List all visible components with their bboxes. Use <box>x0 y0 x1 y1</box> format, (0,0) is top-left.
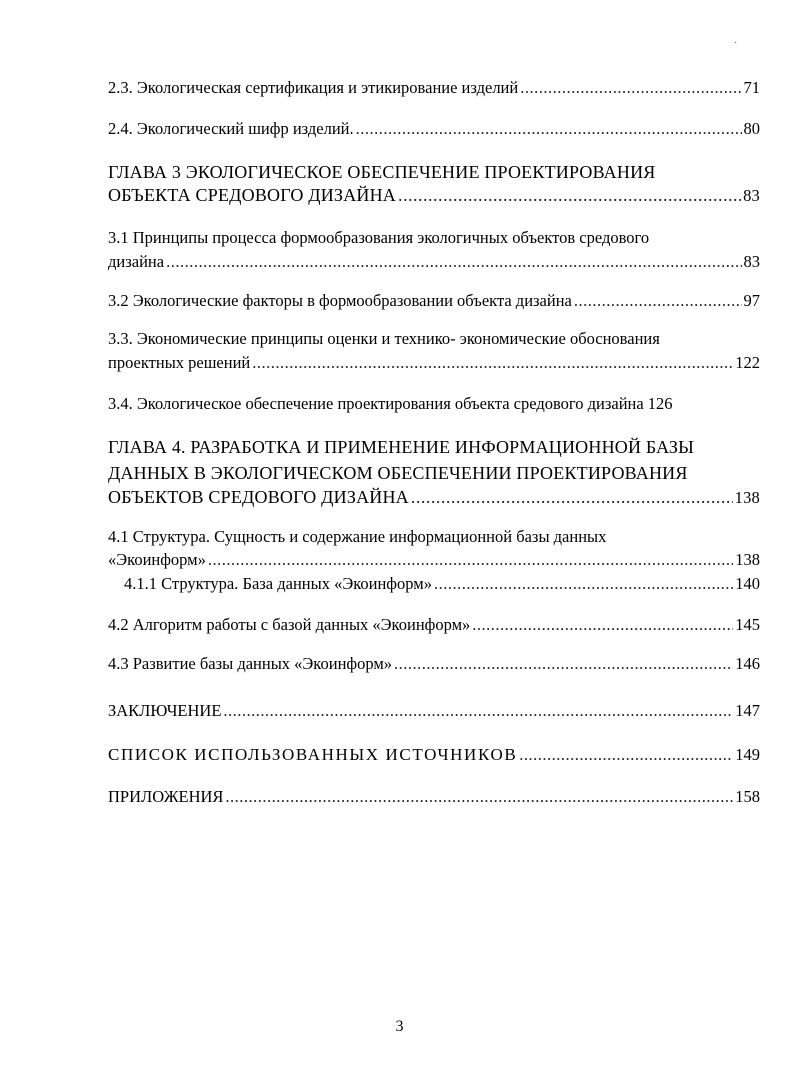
chapter-4-title-line2: ДАННЫХ В ЭКОЛОГИЧЕСКОМ ОБЕСПЕЧЕНИИ ПРОЕКТИРОВАНИЯ <box>108 463 688 483</box>
dot-leader <box>398 184 741 206</box>
dot-leader <box>394 653 733 675</box>
toc-entry-title: 2.3. Экологическая сертификация и этикирование изделий <box>108 78 519 97</box>
toc-entry-title: ОБЪЕКТА СРЕДОВОГО ДИЗАЙНА <box>108 185 396 205</box>
dot-leader <box>519 744 733 766</box>
dot-leader <box>411 486 733 508</box>
dot-leader <box>356 118 742 140</box>
toc-entry-3-2 <box>108 290 760 312</box>
dot-leader <box>208 549 733 571</box>
toc-chapter-3 <box>108 184 760 207</box>
toc-entry-page: 147 <box>735 701 760 720</box>
dot-leader <box>434 573 733 595</box>
toc-sources <box>108 744 760 766</box>
toc-entry-4-1-1 <box>124 573 760 595</box>
toc-appendix <box>108 786 760 808</box>
toc-entry-4-3 <box>108 653 760 675</box>
dot-leader <box>223 700 733 722</box>
dot-leader <box>520 77 741 99</box>
toc-entry-2-3 <box>108 77 760 99</box>
toc-entry-page: 83 <box>743 252 760 271</box>
toc-entry-title: 4.3 Развитие базы данных «Экоинформ» <box>108 654 393 673</box>
toc-entry-title: СПИСОК ИСПОЛЬЗОВАННЫХ ИСТОЧНИКОВ <box>108 745 518 764</box>
toc-entry-page: 126 <box>647 394 673 413</box>
toc-entry-page: 138 <box>734 488 760 507</box>
page-number: 3 <box>395 1018 404 1035</box>
toc-entry-page: 158 <box>735 787 760 806</box>
toc-entry-page: 138 <box>735 550 760 569</box>
toc-entry-title: ОБЪЕКТОВ СРЕДОВОГО ДИЗАЙНА <box>108 487 409 507</box>
dot-leader <box>574 290 742 312</box>
toc-entry-4-1 <box>108 549 760 571</box>
toc-entry-page: 122 <box>735 353 760 372</box>
toc-entry-title: 4.1.1 Структура. База данных «Экоинформ» <box>124 574 432 593</box>
toc-entry-page: 149 <box>735 745 760 764</box>
toc-entry-3-1-line1: 3.1 Принципы процесса формообразования экологичных объектов средового <box>108 228 650 247</box>
toc-entry-3-1 <box>108 251 760 273</box>
toc-entry-4-1-line1: 4.1 Структура. Сущность и содержание информационной базы данных <box>108 527 607 546</box>
toc-entry-title: «Экоинформ» <box>108 550 206 569</box>
chapter-4-title-line1: ГЛАВА 4. РАЗРАБОТКА И ПРИМЕНЕНИЕ ИНФОРМАЦИОННОЙ БАЗЫ <box>108 437 695 457</box>
dot-leader <box>166 251 741 273</box>
corner-mark: · <box>734 38 738 49</box>
toc-entry-page: 71 <box>743 78 760 97</box>
toc-entry-page: 97 <box>743 291 760 310</box>
toc-entry-2-4 <box>108 118 760 140</box>
toc-entry-4-2 <box>108 614 760 636</box>
toc-entry-title: 3.4. Экологическое обеспечение проектирования объекта средового дизайна <box>108 394 644 413</box>
toc-entry-title: ЗАКЛЮЧЕНИЕ <box>108 701 222 720</box>
toc-entry-title: проектных решений <box>108 353 251 372</box>
toc-entry-3-4 <box>108 393 760 415</box>
toc-entry-title: 3.2 Экологические факторы в формообразовании объекта дизайна <box>108 291 572 310</box>
toc-entry-title: ПРИЛОЖЕНИЯ <box>108 787 224 806</box>
toc-entry-title: 2.4. Экологический шифр изделий. <box>108 119 354 138</box>
toc-conclusion <box>108 700 760 722</box>
dot-leader <box>472 614 733 636</box>
dot-leader <box>252 352 733 374</box>
toc-entry-title: 4.2 Алгоритм работы с базой данных «Экоинформ» <box>108 615 471 634</box>
toc-entry-page: 146 <box>735 654 760 673</box>
dot-leader <box>225 786 733 808</box>
toc-entry-page: 145 <box>735 615 760 634</box>
toc-chapter-4 <box>108 486 760 509</box>
toc-entry-3-3 <box>108 352 760 374</box>
toc-entry-page: 83 <box>743 186 760 205</box>
toc-entry-3-3-line1: 3.3. Экономические принципы оценки и технико- экономические обоснования <box>108 329 660 348</box>
toc-entry-page: 140 <box>735 574 760 593</box>
chapter-3-title-line1: ГЛАВА 3 ЭКОЛОГИЧЕСКОЕ ОБЕСПЕЧЕНИЕ ПРОЕКТИРОВАНИЯ <box>108 162 656 182</box>
toc-entry-page: 80 <box>743 119 760 138</box>
toc-entry-title: дизайна <box>108 252 165 271</box>
